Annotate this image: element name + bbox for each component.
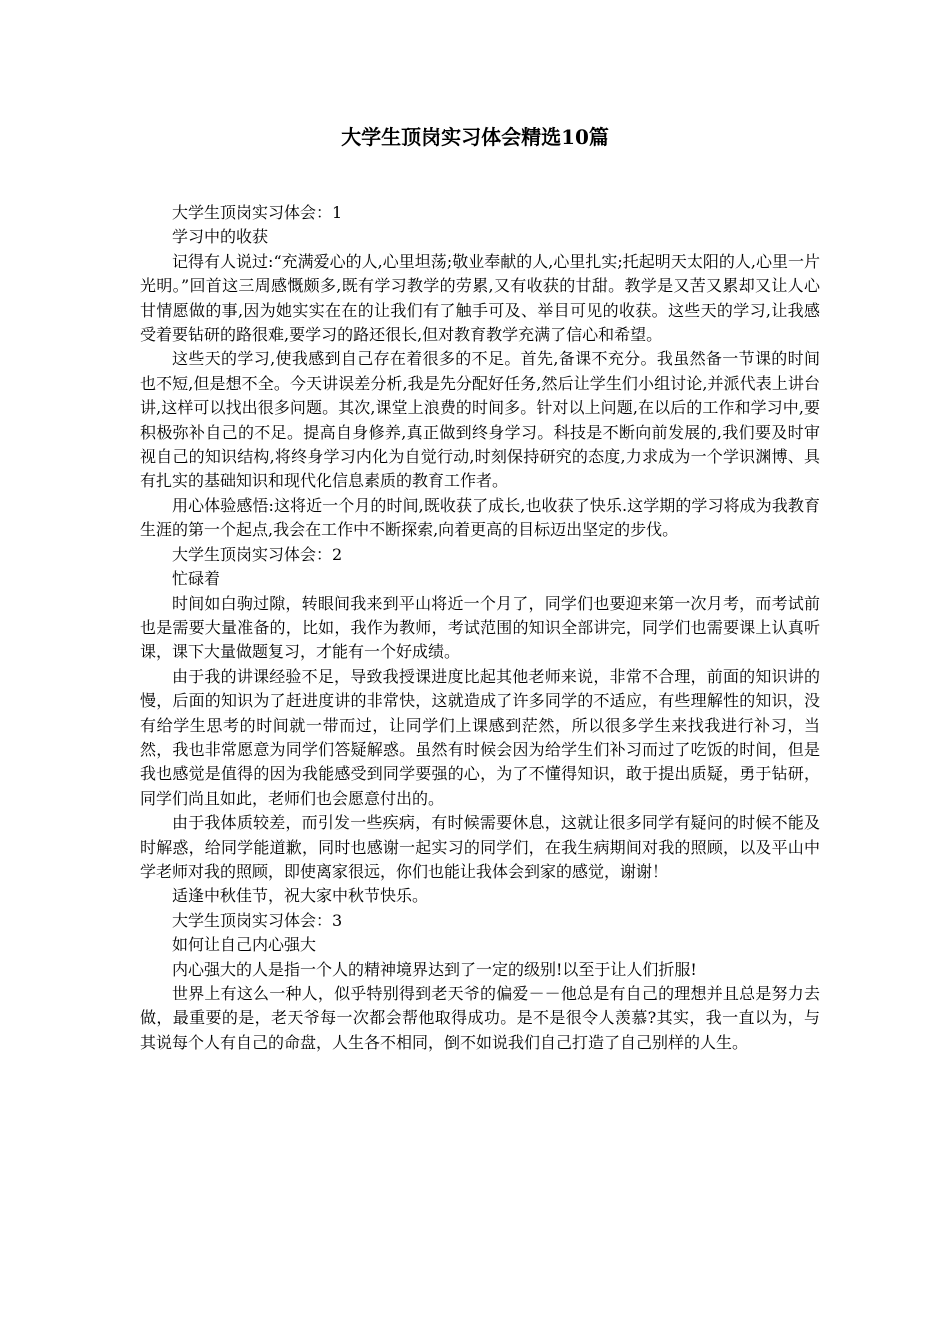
paragraph: 世界上有这么一种人，似乎特别得到老天爷的偏爱－－他总是有自己的理想并且总是努力去做，最重要的是，老天爷每一次都会帮他取得成功。是不是很令人羡慕?其实，我一直以为，与其说每个人有自己的命盘，人生各不相同，倒不如说我们自己打造了自己别样的人生。 (140, 984, 820, 1052)
document-title: 大学生顶岗实习体会精选10篇 (341, 125, 609, 149)
section-subtitle-2: 忙碌着 (172, 569, 221, 589)
paragraph: 内心强大的人是指一个人的精神境界达到了一定的级别!以至于让人们折服! (172, 959, 697, 979)
section-subtitle-3: 如何让自己内心强大 (172, 935, 317, 955)
section-heading-3: 大学生顶岗实习体会：3 (172, 910, 343, 930)
section-heading-2: 大学生顶岗实习体会：2 (172, 544, 343, 564)
section-heading-1: 大学生顶岗实习体会：1 (172, 203, 343, 222)
paragraph: 记得有人说过:“充满爱心的人,心里坦荡;敬业奉献的人,心里扎实;托起明天太阳的人,心里一片光明。”回首这三周感慨颇多,既有学习教学的劳累,又有收获的甘甜。教学是又苦又累却又让人心甘情愿做的事,因为她实实在在的让我们有了触手可及、举目可见的收获。这些天的学习,让我感受着要钻研的路很难,要学习的路还很长,但对教育教学充满了信心和希望。 (140, 251, 820, 345)
paragraph: 由于我体质较差，而引发一些疾病，有时候需要休息，这就让很多同学有疑问的时候不能及时解惑，给同学能道歉，同时也感谢一起实习的同学们，在我生病期间对我的照顾，以及平山中学老师对我的照顾，即使离家很远，你们也能让我体会到家的感觉，谢谢！ (140, 813, 820, 881)
paragraph: 用心体验感悟:这将近一个月的时间,既收获了成长,也收获了快乐.这学期的学习将成为我教育生涯的第一个起点,我会在工作中不断探索,向着更高的目标迈出坚定的步伐。 (140, 495, 820, 540)
paragraph: 适逢中秋佳节，祝大家中秋节快乐。 (172, 886, 429, 906)
paragraph: 由于我的讲课经验不足，导致我授课进度比起其他老师来说，非常不合理，前面的知识讲的慢，后面的知识为了赶进度讲的非常快，这就造成了许多同学的不适应，有些理解性的知识，没有给学生思考的时间就一带而过，让同学们上课感到茫然，所以很多学生来找我进行补习，当然，我也非常愿意为同学们答疑解惑。虽然有时候会因为给学生们补习而过了吃饭的时间，但是我也感觉是值得的因为我能感受到同学要强的心，为了不懂得知识，敢于提出质疑，勇于钻研，同学们尚且如此，老师们也会愿意付出的。 (140, 666, 820, 808)
paragraph: 这些天的学习,使我感到自己存在着很多的不足。首先,备课不充分。我虽然备一节课的时间也不短,但是想不全。今天讲误差分析,我是先分配好任务,然后让学生们小组讨论,并派代表上讲台讲,这样可以找出很多问题。其次,课堂上浪费的时间多。针对以上问题,在以后的工作和学习中,要积极弥补自己的不足。提高自身修养,真正做到终身学习。科技是不断向前发展的,我们要及时审视自己的知识结构,将终身学习内化为自觉行动,时刻保持研究的态度,力求成为一个学识渊博、具有扎实的基础知识和现代化信息素质的教育工作者。 (140, 349, 820, 491)
paragraph: 时间如白驹过隙，转眼间我来到平山将近一个月了，同学们也要迎来第一次月考，而考试前也是需要大量准备的，比如，我作为教师，考试范围的知识全部讲完，同学们也需要课上认真听课，课下大量做题复习，才能有一个好成绩。 (140, 593, 820, 662)
document-body (140, 201, 820, 1055)
section-subtitle-1: 学习中的收获 (172, 227, 269, 247)
